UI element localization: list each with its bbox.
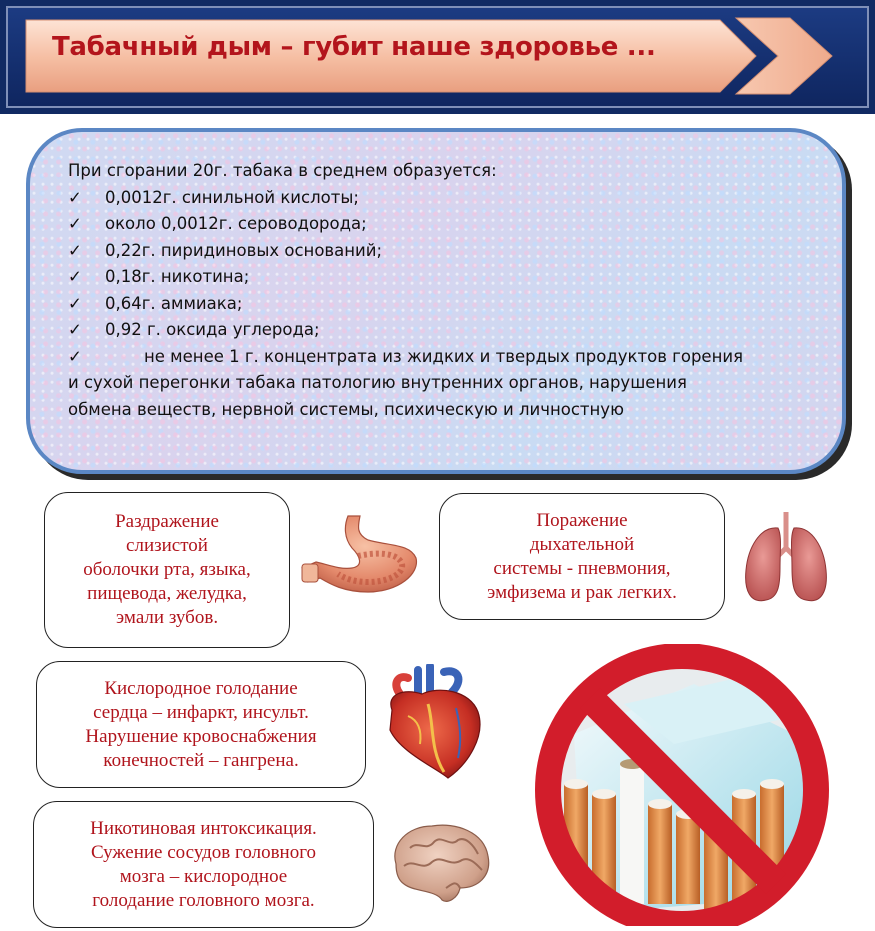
callout-heart-text: Кислородное голодание сердца – инфаркт, инсульт. Нарушение кровоснабжения конечностей – гангрена. bbox=[85, 677, 317, 771]
info-text-block bbox=[68, 158, 828, 423]
continuation-line: и сухой перегонки табака патологию внутренних органов, нарушения bbox=[68, 373, 687, 392]
stomach-icon bbox=[298, 512, 426, 598]
list-item: ✓ 0,22г. пиридиновых оснований; bbox=[68, 238, 828, 265]
continuation-line: обмена веществ, нервной системы, психическую и личностную bbox=[68, 399, 624, 419]
list-item: ✓ не менее 1 г. концентрата из жидких и твердых продуктов горения bbox=[68, 344, 828, 371]
no-smoking-icon bbox=[504, 644, 858, 926]
callout-brain-text: Никотиновая интоксикация. Сужение сосудов головного мозга – кислородное голодание головного мозга. bbox=[90, 817, 317, 911]
header-banner bbox=[0, 0, 875, 114]
info-intro: При сгорании 20г. табака в среднем образуется: bbox=[68, 161, 497, 180]
check-icon: ✓ bbox=[68, 293, 82, 313]
brain-icon bbox=[386, 818, 494, 908]
heart-icon bbox=[378, 664, 490, 782]
list-item: ✓ 0,18г. никотина; bbox=[68, 264, 828, 291]
check-icon: ✓ bbox=[68, 346, 82, 366]
check-icon: ✓ bbox=[68, 214, 82, 233]
list-item: ✓ 0,64г. аммиака; bbox=[68, 291, 828, 318]
check-icon: ✓ bbox=[68, 240, 82, 260]
callout-heart bbox=[36, 661, 366, 788]
callout-mucosa bbox=[44, 492, 290, 648]
check-icon: ✓ bbox=[68, 320, 82, 339]
check-icon: ✓ bbox=[68, 187, 82, 207]
callout-brain bbox=[33, 801, 374, 928]
callout-respiratory-text: Поражение дыхательной системы - пневмония, эмфизема и рак легких. bbox=[487, 509, 677, 603]
list-item: ✓ около 0,0012г. сероводорода; bbox=[68, 211, 828, 238]
list-item: ✓ 0,92 г. оксида углерода; bbox=[68, 317, 828, 344]
page-title: Табачный дым – губит наше здоровье ... bbox=[52, 32, 656, 62]
callout-mucosa-text: Раздражение слизистой оболочки рта, языка, пищевода, желудка, эмали зубов. bbox=[83, 511, 251, 628]
callout-respiratory bbox=[439, 493, 725, 620]
check-icon: ✓ bbox=[68, 267, 82, 286]
lungs-icon bbox=[738, 508, 834, 608]
list-item: ✓ 0,0012г. синильной кислоты; bbox=[68, 185, 828, 212]
